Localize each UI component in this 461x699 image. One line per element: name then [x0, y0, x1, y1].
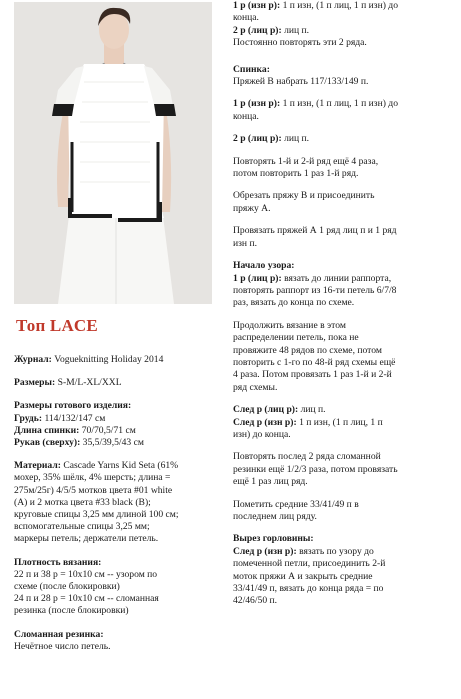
- material-label: Материал:: [14, 460, 61, 472]
- sizes-line: [14, 377, 219, 389]
- row-text: лиц п.: [281, 24, 310, 36]
- sizes-label: Размеры:: [14, 377, 56, 389]
- instruction-line: резинки ещё 1/2/3 раза, потом провязать: [233, 463, 398, 475]
- next-rows: [233, 404, 455, 441]
- rib-heading: Сломанная резинка:: [14, 628, 104, 640]
- cast-on-text: Пряжей В набрать 117/133/149 п.: [233, 76, 369, 88]
- mark-center: [233, 499, 455, 524]
- instruction-line: 4 раза. Потом провязать 1 раз 1-й и 2-й: [233, 369, 392, 381]
- instruction-line: распределении петель, пока не: [233, 332, 359, 344]
- instruction-line: изн п.: [233, 237, 257, 249]
- instruction-line: Повторять послед 2 ряда сломанной: [233, 451, 381, 463]
- back-heading: Спинка:: [233, 63, 270, 75]
- gauge-heading: Плотность вязания:: [14, 556, 102, 568]
- material-line: 275м/25г) 4/5/5 мотков цвета #01 white: [14, 484, 173, 496]
- material-line: маркеры петель; держатели петель.: [14, 533, 159, 545]
- instruction-line: потом повторить 1 раз 1-й ряд.: [233, 168, 359, 180]
- sleeve-value: 35,5/39,5/43 см: [82, 437, 144, 449]
- row-text: 33/41/49 п, вязать до конца ряда = по: [233, 583, 384, 595]
- journal-line: [14, 354, 219, 366]
- left-column: [14, 0, 219, 664]
- neck-heading: Вырез горловины:: [233, 533, 314, 545]
- row-text: 1 п изн, (1 п лиц, 1 п изн) до: [280, 98, 398, 110]
- row-text: конца.: [233, 12, 259, 24]
- row-text: лиц п.: [281, 133, 310, 145]
- gauge-line: 22 п и 38 р = 10x10 см -- узором по: [14, 568, 158, 580]
- row-text: моток пряжи А и закрыть средние: [233, 570, 373, 582]
- material-line: круговые спицы 3,25 мм длиной 100 см;: [14, 509, 179, 521]
- finished-heading: Размеры готового изделия:: [14, 400, 132, 412]
- rib-line: Нечётное число петель.: [14, 640, 111, 652]
- back-row-2: [233, 133, 455, 145]
- chest-label: Грудь:: [14, 412, 43, 424]
- instruction-line: Повторять 1-й и 2-й ряд ещё 4 раза,: [233, 155, 379, 167]
- row-label: 2 р (лиц р):: [233, 24, 282, 36]
- material-line: мохер, 35% шёлк, 4% шерсть; длина =: [14, 472, 171, 484]
- right-column: [233, 0, 455, 618]
- gauge: [14, 557, 219, 618]
- instruction-line: Обрезать пряжу В и присоединить: [233, 190, 375, 202]
- sizes-value: S-M/L-XL/XXL: [57, 377, 122, 389]
- repeat-note: Постоянно повторять эти 2 ряда.: [233, 37, 367, 49]
- back-length-label: Длина спинки:: [14, 424, 80, 436]
- page-title: Топ LACE: [16, 316, 98, 335]
- row-label: 1 р (лиц р):: [233, 272, 282, 284]
- instruction-line: Провязать пряжей А 1 ряд лиц п и 1 ряд: [233, 225, 397, 237]
- gauge-line: 24 п и 28 р = 10x10 см -- сломанная: [14, 593, 159, 605]
- instruction-line: повторить с 1-го по 48-й ряд схемы ещё: [233, 356, 396, 368]
- row-text: 42/46/50 п.: [233, 595, 278, 607]
- model-photo: [14, 2, 212, 304]
- knit-a: [233, 225, 455, 250]
- spec-list: [14, 354, 219, 653]
- instruction-line: провяжите 48 рядов по схеме, потом: [233, 344, 382, 356]
- material-line: Cascade Yarns Kid Seta (61%: [63, 460, 179, 472]
- rib-repeat: [233, 451, 455, 488]
- sleeve-label: Рукав (сверху):: [14, 437, 81, 449]
- instruction-line: пряжу А.: [233, 202, 271, 214]
- instruction-line: Продолжить вязание в этом: [233, 319, 346, 331]
- row-text: раз, вязать до конца по схеме.: [233, 297, 355, 309]
- row-text: конца.: [233, 110, 259, 122]
- continue-knitting: [233, 320, 455, 394]
- materials: [14, 460, 219, 545]
- instruction-line: последнем лиц ряду.: [233, 511, 317, 522]
- repeat-rows: [233, 156, 455, 181]
- back-length-value: 70/70,5/71 см: [81, 424, 136, 436]
- cut-yarn: [233, 190, 455, 215]
- finished-sizes: [14, 400, 219, 449]
- chest-value: 114/132/147 см: [44, 412, 106, 424]
- journal-value: Vogueknitting Holiday 2014: [54, 354, 164, 365]
- rib-rows: [233, 0, 455, 50]
- row-label: След р (изн р):: [233, 416, 297, 428]
- back-rows: [233, 98, 455, 123]
- row-text: повторять раппорт из 16-ти петель 6/7/8: [233, 284, 397, 296]
- material-line: вспомогательные спицы 3,25 мм;: [14, 521, 150, 533]
- model-illustration: [14, 2, 212, 304]
- row-label: След р (лиц р):: [233, 404, 299, 416]
- row-label: 1 р (изн р):: [233, 98, 281, 110]
- row-text: 1 п изн, (1 п лиц, 1 п изн) до: [280, 0, 398, 11]
- row-text: изн) до конца.: [233, 428, 291, 440]
- gauge-line: схеме (после блокировки): [14, 581, 120, 593]
- instruction-line: ещё 1 раз лиц ряд.: [233, 476, 308, 488]
- neckline: [233, 533, 455, 607]
- row-label: 1 р (изн р):: [233, 0, 281, 11]
- row-text: вязать по узору до: [296, 545, 374, 557]
- back-section: [233, 64, 455, 89]
- pattern-heading: Начало узора:: [233, 260, 295, 272]
- row-text: лиц п.: [298, 404, 326, 416]
- row-text: помеченной петли, присоединить 2-й: [233, 558, 386, 570]
- pattern-start: [233, 260, 455, 310]
- instruction-line: ряд схемы.: [233, 381, 278, 393]
- journal-label: Журнал:: [14, 354, 52, 365]
- row-text: 1 п изн, (1 п лиц, 1 п: [296, 416, 383, 428]
- instruction-line: Пометить средние 33/41/49 п в: [233, 498, 359, 510]
- gauge-line: резинка (после блокировки): [14, 605, 129, 617]
- row-label: След р (изн р):: [233, 545, 297, 557]
- row-text: вязать до линии раппорта,: [281, 272, 392, 284]
- material-line: (A) и 2 мотка цвета #33 black (B);: [14, 496, 151, 508]
- broken-rib: [14, 629, 219, 653]
- row-label: 2 р (лиц р):: [233, 133, 282, 145]
